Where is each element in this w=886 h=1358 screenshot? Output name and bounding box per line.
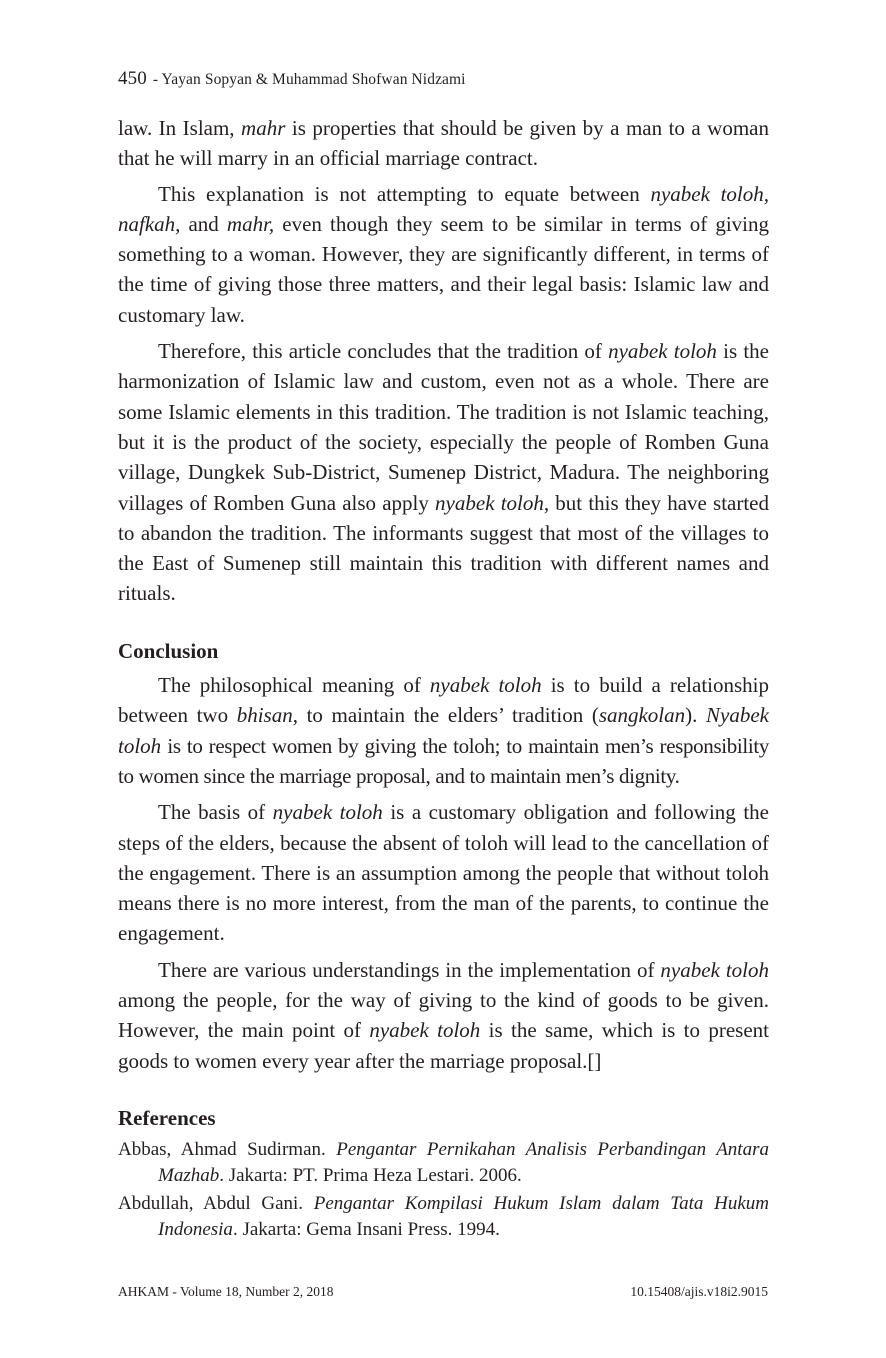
footer-doi: 10.15408/ajis.v18i2.9015 xyxy=(630,1284,768,1299)
conclusion-paragraph: The basis of nyabek toloh is a customary obligation and following the steps of the elders, because the absent of toloh will lead to the cancellation of the engagement. There is an assumption among the people that without toloh means there is no more interest, from the man of the parents, to continue the engagement. xyxy=(118,800,769,946)
body-paragraph: law. In Islam, mahr is properties that should be given by a man to a woman that he will marry in an official marriage contract. xyxy=(118,116,770,171)
body-paragraph: This explanation is not attempting to equate between nyabek toloh, nafkah, and mahr, even though they seem to be similar in terms of giving something to a woman. However, they are significantly different, in terms of the time of giving those three matters, and their legal basis: Islamic law and customary law. xyxy=(118,181,769,327)
article-body xyxy=(118,113,769,1245)
footer-journal: AHKAM - Volume 18, Number 2, 2018 xyxy=(118,1284,334,1299)
conclusion-paragraph: The philosophical meaning of nyabek toloh is to build a relationship between two bhisan, to maintain the elders’ tradition (sangkolan). Nyabek toloh is to respect women by giving the toloh; to maintain men’s responsibility to women since the marriage proposal, and to maintain men’s dignity. xyxy=(118,673,769,788)
section-heading-conclusion: Conclusion xyxy=(118,638,219,663)
section-heading-references: References xyxy=(118,1105,216,1130)
running-header xyxy=(118,68,466,90)
reference-item: Abbas, Ahmad Sudirman. Pengantar Pernikahan Analisis Perbandingan Antara Mazhab. Jakarta: PT. Prima Heza Lestari. 2006. xyxy=(118,1139,769,1186)
conclusion-paragraph: There are various understandings in the implementation of nyabek toloh among the people, for the way of giving to the kind of goods to be given. However, the main point of nyabek toloh is the same, which is to present goods to women every year after the marriage proposal.[] xyxy=(118,957,769,1073)
header-authors: - Yayan Sopyan & Muhammad Shofwan Nidzami xyxy=(152,71,466,88)
reference-item: Abdullah, Abdul Gani. Pengantar Kompilasi Hukum Islam dalam Tata Hukum Indonesia. Jakarta: Gema Insani Press. 1994. xyxy=(118,1193,769,1240)
body-paragraph: Therefore, this article concludes that the tradition of nyabek toloh is the harmonization of Islamic law and custom, even not as a whole. There are some Islamic elements in this tradition. The tradition is not Islamic teaching, but it is the product of the society, especially the people of Romben Guna village, Dungkek Sub-District, Sumenep District, Madura. The neighboring villages of Romben Guna also apply nyabek toloh, but this they have started to abandon the tradition. The informants suggest that most of the villages to the East of Sumenep still maintain this tradition with different names and rituals. xyxy=(118,339,769,606)
page-number: 450 xyxy=(118,68,147,89)
